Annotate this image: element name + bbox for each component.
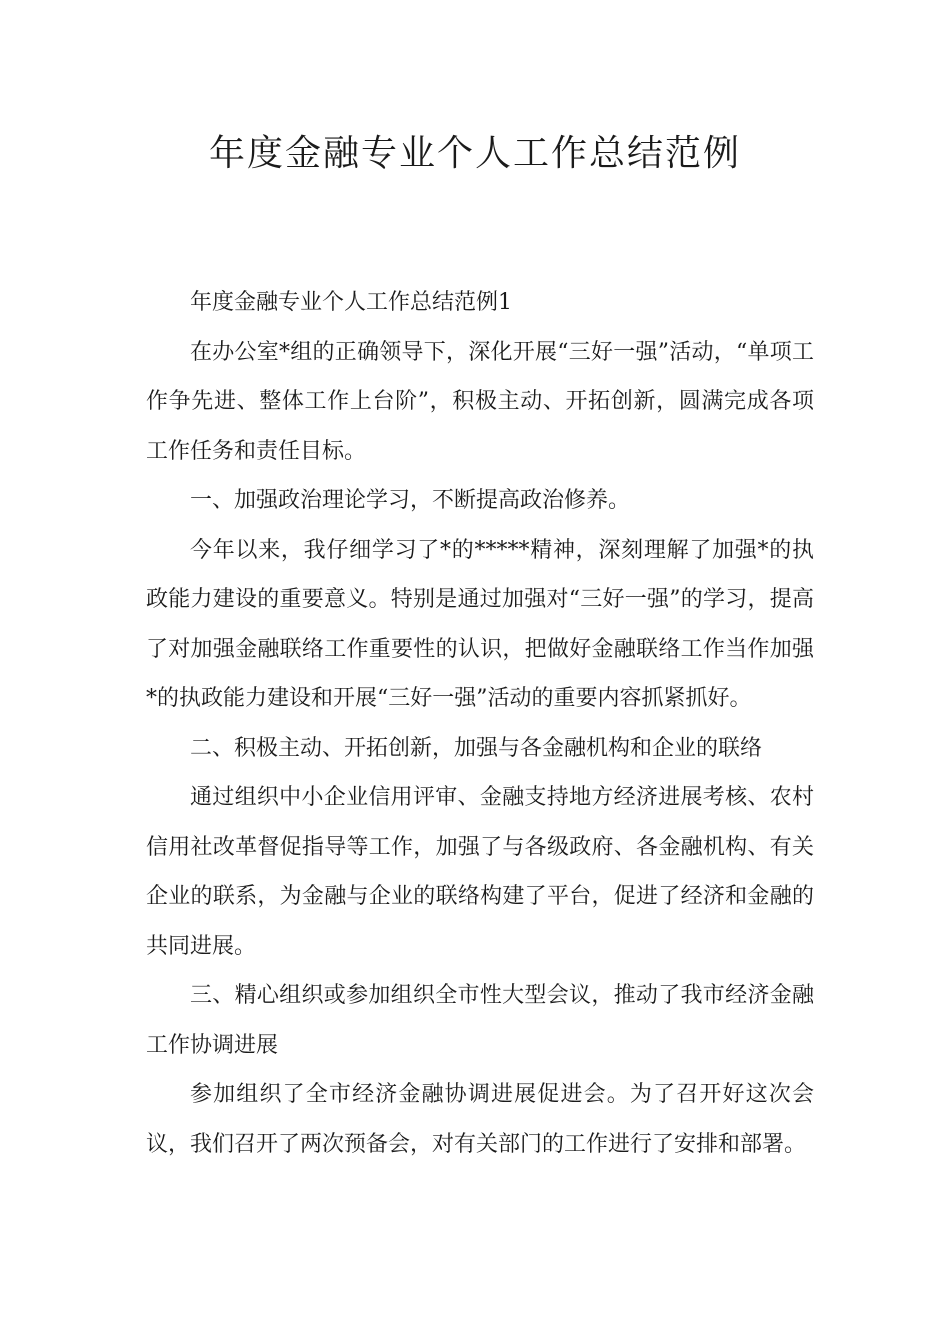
section-heading-2: 二、积极主动、开拓创新，加强与各金融机构和企业的联络 (190, 735, 763, 761)
paragraph-subtitle: 年度金融专业个人工作总结范例1 (190, 290, 512, 315)
section-heading-1: 一、加强政治理论学习，不断提高政治修养。 (190, 488, 631, 513)
paragraph-section-2: 通过组织中小企业信用评审、金融支持地方经济进展考核、农村信用社改革督促指导等工作，加强了与各级政府、各金融机构、有关企业的联系，为金融与企业的联络构建了平台，促进了经济和金融的共同进展。 (146, 785, 814, 959)
paragraph-section-3: 参加组织了全市经济金融协调进展促进会。为了召开好这次会议，我们召开了两次预备会，对有关部门的工作进行了安排和部署。 (146, 1082, 814, 1157)
paragraph-intro: 在办公室*组的正确领导下，深化开展“三好一强”活动，“单项工作争先进、整体工作上台阶”，积极主动、开拓创新，圆满完成各项工作任务和责任目标。 (146, 339, 814, 464)
paragraph-section-1: 今年以来，我仔细学习了*的*****精神，深刻理解了加强*的执政能力建设的重要意义。特别是通过加强对“三好一强”的学习，提高了对加强金融联络工作重要性的认识，把做好金融联络工作当作加强*的执政能力建设和开展“三好一强”活动的重要内容抓紧抓好。 (146, 537, 814, 711)
document-body (146, 278, 814, 1169)
section-heading-3: 三、精心组织或参加组织全市性大型会议，推动了我市经济金融工作协调进展 (146, 983, 814, 1058)
document-title: 年度金融专业个人工作总结范例 (208, 133, 741, 174)
